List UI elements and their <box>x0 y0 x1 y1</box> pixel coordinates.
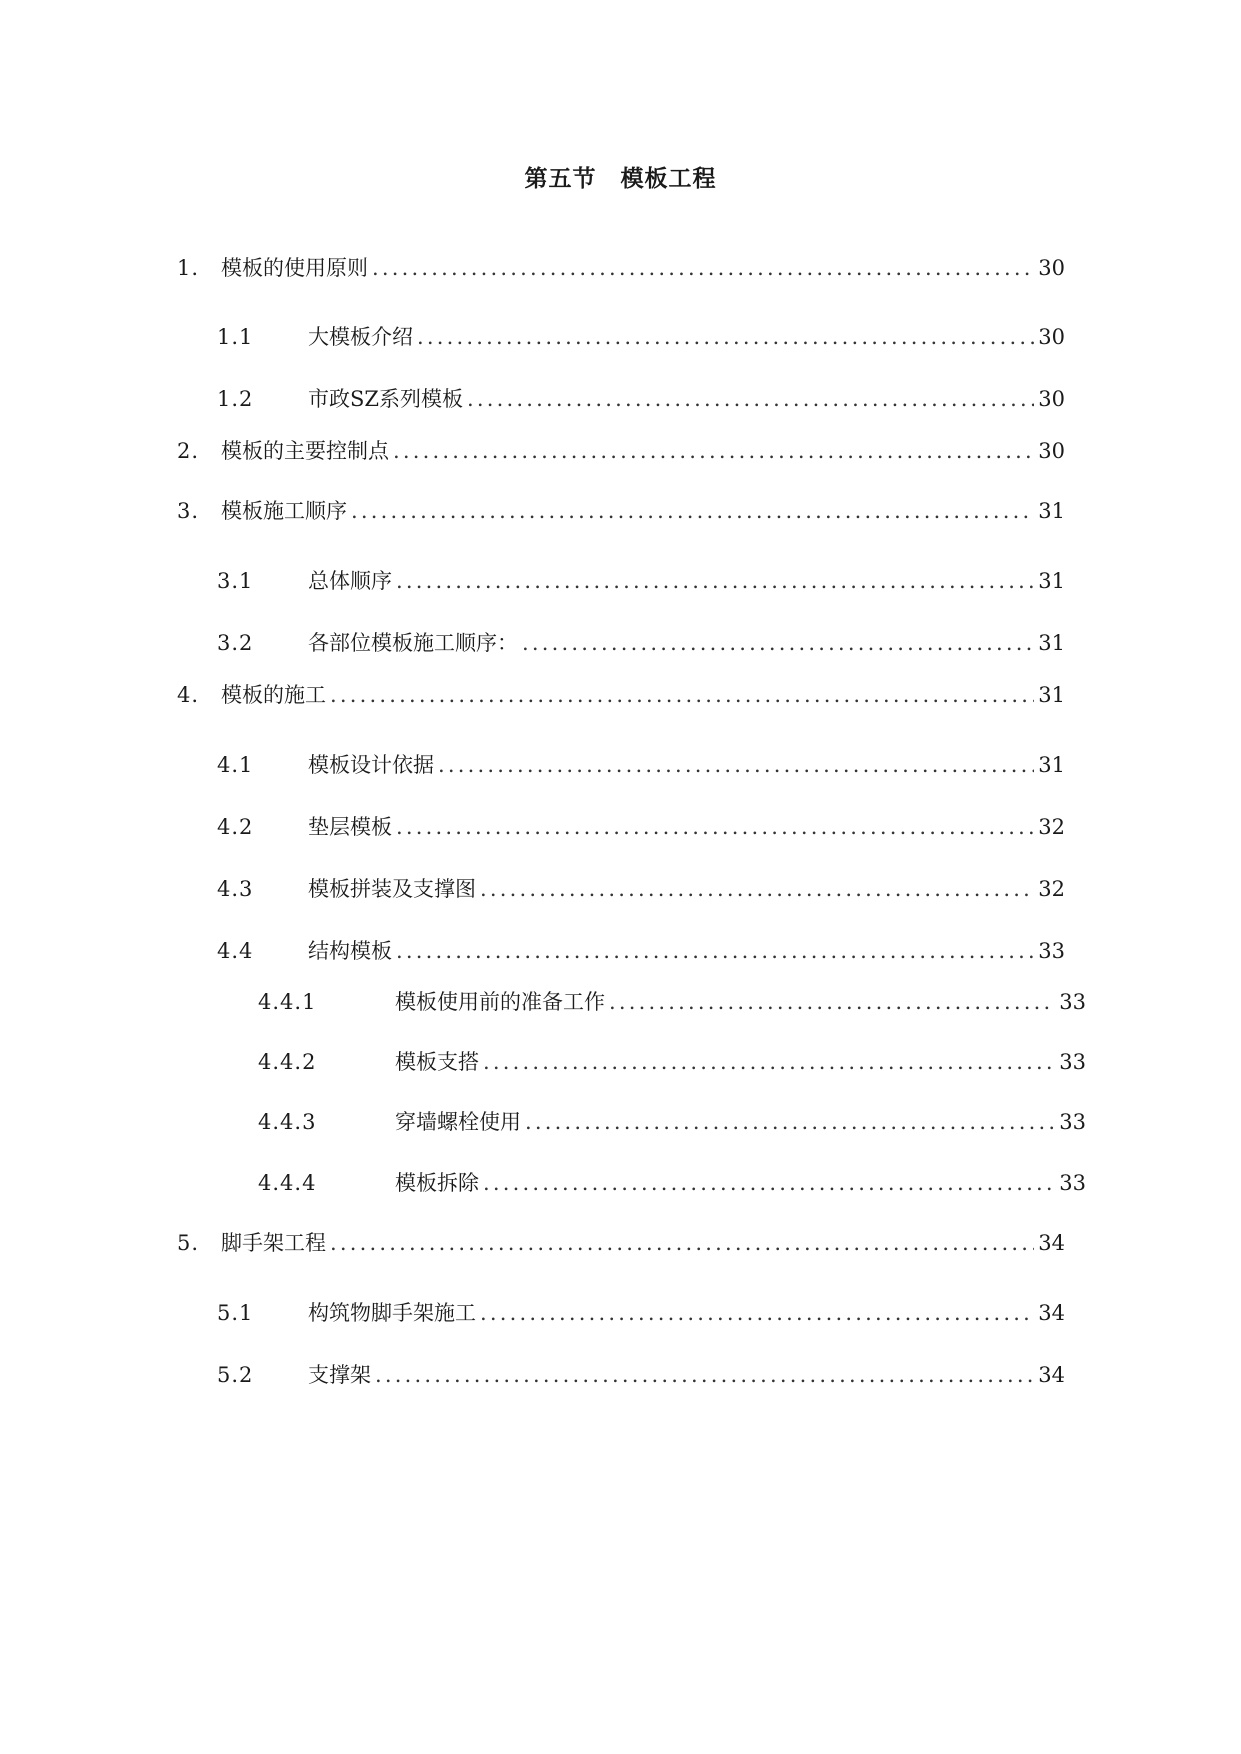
toc-page-number: 31 <box>1038 631 1065 655</box>
toc-entry-2[interactable] <box>177 437 1065 465</box>
toc-entry-4-4-2[interactable] <box>258 1048 1086 1076</box>
toc-page-number: 33 <box>1059 1050 1086 1074</box>
toc-page-number: 33 <box>1038 939 1065 963</box>
toc-title: 各部位模板施工顺序： <box>308 631 518 655</box>
toc-page-number: 32 <box>1038 877 1065 901</box>
toc-entry-3-2[interactable] <box>217 629 1065 657</box>
toc-page-number: 30 <box>1038 325 1065 349</box>
toc-entry-1[interactable] <box>177 254 1065 282</box>
toc-title: 结构模板 <box>308 939 392 963</box>
toc-number: 3.1 <box>217 569 254 593</box>
toc-leader <box>522 629 1034 657</box>
toc-entry-4[interactable] <box>177 681 1065 709</box>
toc-page-number: 33 <box>1059 1110 1086 1134</box>
toc-entry-5-1[interactable] <box>217 1299 1065 1327</box>
toc-leader <box>396 813 1034 841</box>
toc-leader <box>330 681 1034 709</box>
toc-page-number: 34 <box>1038 1231 1065 1255</box>
toc-title: 模板支搭 <box>395 1050 479 1074</box>
toc-page-number: 34 <box>1038 1301 1065 1325</box>
toc-title: 模板使用前的准备工作 <box>395 990 605 1014</box>
toc-title: 总体顺序 <box>308 569 392 593</box>
toc-page-number: 31 <box>1038 683 1065 707</box>
toc-page-number: 31 <box>1038 569 1065 593</box>
toc-entry-4-2[interactable] <box>217 813 1065 841</box>
toc-title: 穿墙螺栓使用 <box>395 1110 521 1134</box>
toc-entry-3[interactable] <box>177 497 1065 525</box>
toc-leader <box>480 875 1034 903</box>
toc-leader <box>525 1108 1055 1136</box>
toc-number: 5.2 <box>217 1363 254 1387</box>
toc-entry-5-2[interactable] <box>217 1361 1065 1389</box>
toc-page-number: 31 <box>1038 753 1065 777</box>
toc-number: 1.2 <box>217 387 254 411</box>
toc-title: 模板的施工 <box>221 683 326 707</box>
toc-number: 4.4.1 <box>258 990 317 1014</box>
toc-leader <box>396 567 1034 595</box>
toc-number: 5.1 <box>217 1301 254 1325</box>
toc-leader <box>417 323 1034 351</box>
toc-entry-3-1[interactable] <box>217 567 1065 595</box>
toc-title: 构筑物脚手架施工 <box>308 1301 476 1325</box>
toc-page-number: 33 <box>1059 990 1086 1014</box>
toc-number: 4.2 <box>217 815 254 839</box>
toc-page-number: 32 <box>1038 815 1065 839</box>
toc-number: 3. <box>177 499 200 523</box>
toc-title: 模板拆除 <box>395 1171 479 1195</box>
toc-title: 支撑架 <box>308 1363 371 1387</box>
toc-number: 1.1 <box>217 325 254 349</box>
toc-leader <box>483 1048 1055 1076</box>
toc-leader <box>372 254 1034 282</box>
toc-number: 4.4.3 <box>258 1110 317 1134</box>
toc-number: 2. <box>177 439 200 463</box>
toc-page-number: 30 <box>1038 256 1065 280</box>
toc-page-number: 31 <box>1038 499 1065 523</box>
toc-title: 脚手架工程 <box>221 1231 326 1255</box>
toc-entry-1-2[interactable] <box>217 385 1065 413</box>
page-title: 第五节 模板工程 <box>524 166 717 192</box>
toc-title: 模板的主要控制点 <box>221 439 389 463</box>
toc-leader <box>396 937 1034 965</box>
toc-entry-4-1[interactable] <box>217 751 1065 779</box>
toc-leader <box>438 751 1034 779</box>
toc-leader <box>467 385 1034 413</box>
toc-page-number: 34 <box>1038 1363 1065 1387</box>
toc-leader <box>480 1299 1034 1327</box>
toc-number: 5. <box>177 1231 200 1255</box>
toc-number: 4. <box>177 683 200 707</box>
toc-entry-4-4-4[interactable] <box>258 1169 1086 1197</box>
toc-title: 模板拼装及支撑图 <box>308 877 476 901</box>
toc-page-number: 30 <box>1038 387 1065 411</box>
toc-title: 市政SZ系列模板 <box>308 387 463 411</box>
toc-number: 3.2 <box>217 631 254 655</box>
toc-number: 4.4 <box>217 939 254 963</box>
toc-leader <box>609 988 1055 1016</box>
toc-number: 4.4.2 <box>258 1050 317 1074</box>
toc-title: 模板施工顺序 <box>221 499 347 523</box>
toc-leader <box>483 1169 1055 1197</box>
toc-title: 模板的使用原则 <box>221 256 368 280</box>
toc-number: 4.3 <box>217 877 254 901</box>
toc-entry-4-4-3[interactable] <box>258 1108 1086 1136</box>
toc-entry-4-4[interactable] <box>217 937 1065 965</box>
toc-leader <box>393 437 1034 465</box>
toc-entry-4-4-1[interactable] <box>258 988 1086 1016</box>
toc-leader <box>375 1361 1034 1389</box>
toc-number: 4.4.4 <box>258 1171 317 1195</box>
toc-entry-4-3[interactable] <box>217 875 1065 903</box>
toc-entry-1-1[interactable] <box>217 323 1065 351</box>
toc-leader <box>330 1229 1034 1257</box>
toc-leader <box>351 497 1034 525</box>
toc-number: 1. <box>177 256 200 280</box>
toc-page-number: 33 <box>1059 1171 1086 1195</box>
toc-title: 大模板介绍 <box>308 325 413 349</box>
toc-entry-5[interactable] <box>177 1229 1065 1257</box>
toc-page-number: 30 <box>1038 439 1065 463</box>
toc-number: 4.1 <box>217 753 254 777</box>
toc-title: 模板设计依据 <box>308 753 434 777</box>
toc-title: 垫层模板 <box>308 815 392 839</box>
